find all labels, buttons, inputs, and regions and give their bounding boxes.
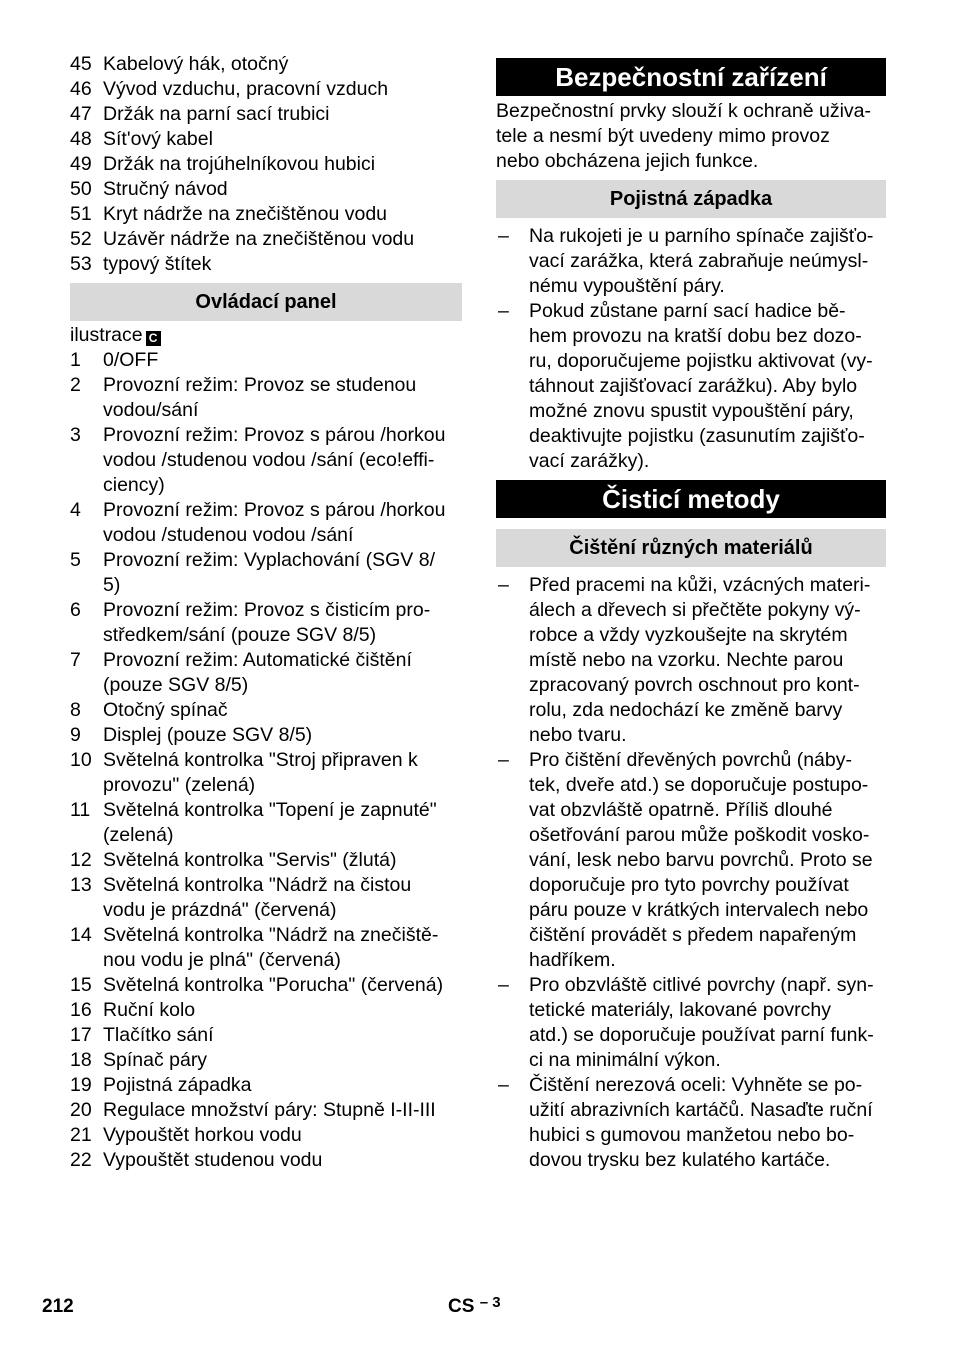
item-text-line: Kabelový hák, otočný bbox=[103, 53, 289, 75]
materials-list bbox=[496, 573, 886, 1173]
list-item bbox=[70, 973, 462, 998]
item-text bbox=[103, 648, 462, 698]
list-item bbox=[70, 373, 462, 423]
bullet-item bbox=[496, 573, 886, 748]
left-column bbox=[70, 52, 462, 1173]
item-number: 1 bbox=[70, 349, 81, 371]
item-text bbox=[103, 798, 462, 848]
section-page: – 3 bbox=[479, 1294, 501, 1311]
paragraph-line: tele a nesmí být uvedeny mimo provoz bbox=[496, 125, 830, 147]
item-text-line: (pouze SGV 8/5) bbox=[103, 674, 249, 696]
item-text-line: 0/OFF bbox=[103, 349, 159, 371]
bullet-text-line: dovou trysku bez kulatého kartáče. bbox=[529, 1149, 831, 1171]
item-text-line: Světelná kontrolka "Nádrž na čistou bbox=[103, 874, 412, 896]
item-number: 9 bbox=[70, 724, 81, 746]
list-item bbox=[70, 252, 462, 277]
item-number: 18 bbox=[70, 1049, 92, 1071]
bullet-text-line: Pro čištění dřevěných povrchů (náby- bbox=[529, 749, 852, 771]
bullet-text-line: vací zarážka, která zabraňuje neúmysl- bbox=[529, 250, 869, 272]
item-number: 47 bbox=[70, 103, 92, 125]
item-text-line: Spínač páry bbox=[103, 1049, 208, 1071]
bullet-dash: – bbox=[498, 974, 509, 996]
item-text-line: Provozní režim: Provoz s čisticím pro- bbox=[103, 599, 431, 621]
bullet-item bbox=[496, 973, 886, 1073]
illustration-label: ilustrace bbox=[70, 324, 143, 346]
bullet-text-line: Před pracemi na kůži, vzácných materi- bbox=[529, 574, 871, 596]
list-item bbox=[70, 423, 462, 498]
item-text-line: typový štítek bbox=[103, 253, 212, 275]
bullet-text bbox=[529, 748, 886, 973]
list-item bbox=[70, 923, 462, 973]
page-language-marker bbox=[448, 1296, 501, 1318]
list-item bbox=[70, 1098, 462, 1123]
item-text-line: vodou /studenou vodou /sání bbox=[103, 524, 354, 546]
bullet-text-line: Čištění nerezová oceli: Vyhněte se po- bbox=[529, 1074, 863, 1096]
item-number: 48 bbox=[70, 128, 92, 150]
item-number: 3 bbox=[70, 424, 81, 446]
language-code: CS bbox=[448, 1296, 475, 1317]
bullet-text-line: tek, dveře atd.) se doporučuje postupo- bbox=[529, 774, 869, 796]
item-number: 46 bbox=[70, 78, 92, 100]
item-number: 13 bbox=[70, 874, 92, 896]
cleaning-methods-heading: Čisticí metody bbox=[496, 480, 886, 518]
item-text bbox=[103, 52, 462, 77]
bullet-dash: – bbox=[498, 225, 509, 247]
item-number: 12 bbox=[70, 849, 92, 871]
list-item bbox=[70, 723, 462, 748]
item-number: 51 bbox=[70, 203, 92, 225]
item-text-line: vodou /studenou vodou /sání (eco!effi- bbox=[103, 449, 435, 471]
item-text-line: vodu je prázdná" (červená) bbox=[103, 899, 337, 921]
bullet-text bbox=[529, 299, 886, 474]
item-text-line: Regulace množství páry: Stupně I-II-III bbox=[103, 1099, 436, 1121]
illustration-reference bbox=[70, 323, 462, 348]
item-text-line: Sít'ový kabel bbox=[103, 128, 213, 150]
item-number: 20 bbox=[70, 1099, 92, 1121]
bullet-dash: – bbox=[498, 1074, 509, 1096]
item-number: 50 bbox=[70, 178, 92, 200]
item-number: 2 bbox=[70, 374, 81, 396]
item-number: 14 bbox=[70, 924, 92, 946]
item-text-line: Pojistná západka bbox=[103, 1074, 252, 1096]
item-text-line: vodou/sání bbox=[103, 399, 199, 421]
list-item bbox=[70, 548, 462, 598]
list-item bbox=[70, 498, 462, 548]
bullet-text-line: rolu, zda nedochází ke změně barvy bbox=[529, 699, 843, 721]
bullet-text-line: ošetřování parou může poškodit vosko- bbox=[529, 824, 870, 846]
item-text-line: Provozní režim: Provoz se studenou bbox=[103, 374, 417, 396]
item-text-line: provozu" (zelená) bbox=[103, 774, 256, 796]
item-number: 53 bbox=[70, 253, 92, 275]
item-text bbox=[103, 923, 462, 973]
item-number: 19 bbox=[70, 1074, 92, 1096]
bullet-text-line: ci na minimální výkon. bbox=[529, 1049, 721, 1071]
list-item bbox=[70, 648, 462, 698]
bullet-text bbox=[529, 973, 886, 1073]
item-number: 45 bbox=[70, 53, 92, 75]
bullet-dash: – bbox=[498, 574, 509, 596]
item-number: 5 bbox=[70, 549, 81, 571]
bullet-text-line: vání, lesk nebo barvu povrchů. Proto se bbox=[529, 849, 873, 871]
list-item bbox=[70, 1073, 462, 1098]
bullet-text-line: robce a vždy vyzkoušejte na skrytém bbox=[529, 624, 848, 646]
bullet-text-line: tetické materiály, lakované povrchy bbox=[529, 999, 832, 1021]
paragraph-line: Bezpečnostní prvky slouží k ochraně uživa- bbox=[496, 100, 872, 122]
item-text-line: Světelná kontrolka "Stroj připraven k bbox=[103, 749, 418, 771]
bullet-item bbox=[496, 299, 886, 474]
item-text-line: Otočný spínač bbox=[103, 699, 228, 721]
item-text-line: Provozní režim: Provoz s párou /horkou bbox=[103, 499, 446, 521]
list-item bbox=[70, 77, 462, 102]
item-text-line: ciency) bbox=[103, 474, 165, 496]
list-item bbox=[70, 1123, 462, 1148]
item-text bbox=[103, 348, 462, 373]
list-item bbox=[70, 748, 462, 798]
item-text bbox=[103, 373, 462, 423]
item-text-line: Světelná kontrolka "Porucha" (červená) bbox=[103, 974, 444, 996]
bullet-text-line: hadříkem. bbox=[529, 949, 616, 971]
item-text-line: Stručný návod bbox=[103, 178, 228, 200]
list-item bbox=[70, 698, 462, 723]
bullet-text bbox=[529, 573, 886, 748]
item-text-line: Displej (pouze SGV 8/5) bbox=[103, 724, 313, 746]
bullet-text-line: zpracovaný povrch oschnout pro kont- bbox=[529, 674, 860, 696]
bullet-text bbox=[529, 224, 886, 299]
list-item bbox=[70, 152, 462, 177]
item-text bbox=[103, 152, 462, 177]
item-text-line: (zelená) bbox=[103, 824, 174, 846]
bullet-text-line: táhnout zajišťovací zarážku). Aby bylo bbox=[529, 375, 858, 397]
item-number: 6 bbox=[70, 599, 81, 621]
item-text bbox=[103, 848, 462, 873]
list-item bbox=[70, 177, 462, 202]
bullet-text-line: atd.) se doporučuje používat parní funk- bbox=[529, 1024, 874, 1046]
list-item bbox=[70, 1023, 462, 1048]
bullet-item bbox=[496, 224, 886, 299]
item-number: 21 bbox=[70, 1124, 92, 1146]
materials-heading: Čištění různých materiálů bbox=[496, 529, 886, 567]
item-text bbox=[103, 227, 462, 252]
item-text bbox=[103, 498, 462, 548]
item-text bbox=[103, 127, 462, 152]
item-text-line: Ruční kolo bbox=[103, 999, 196, 1021]
item-text-line: středkem/sání (pouze SGV 8/5) bbox=[103, 624, 377, 646]
item-number: 49 bbox=[70, 153, 92, 175]
item-text-line: Vypouštět horkou vodu bbox=[103, 1124, 302, 1146]
item-text-line: Uzávěr nádrže na znečištěnou vodu bbox=[103, 228, 415, 250]
list-item bbox=[70, 348, 462, 373]
item-number: 22 bbox=[70, 1149, 92, 1171]
paragraph-line: nebo obcházena jejich funkce. bbox=[496, 150, 759, 172]
item-text bbox=[103, 748, 462, 798]
list-item bbox=[70, 1148, 462, 1173]
item-text-line: Vypouštět studenou vodu bbox=[103, 1149, 323, 1171]
list-item bbox=[70, 873, 462, 923]
item-text bbox=[103, 873, 462, 923]
bullet-text-line: místě nebo na vzorku. Nechte parou bbox=[529, 649, 844, 671]
item-text-line: nou vodu je plná" (červená) bbox=[103, 949, 341, 971]
item-text bbox=[103, 723, 462, 748]
control-panel-heading: Ovládací panel bbox=[70, 283, 462, 321]
safety-devices-heading: Bezpečnostní zařízení bbox=[496, 58, 886, 96]
right-column bbox=[496, 52, 886, 1173]
item-text bbox=[103, 973, 462, 998]
item-number: 15 bbox=[70, 974, 92, 996]
bullet-text-line: Pokud zůstane parní sací hadice bě- bbox=[529, 300, 846, 322]
item-text-line: Provozní režim: Provoz s párou /horkou bbox=[103, 424, 446, 446]
item-text bbox=[103, 252, 462, 277]
item-text bbox=[103, 1148, 462, 1173]
item-text bbox=[103, 1098, 462, 1123]
bullet-text-line: deaktivujte pojistku (zasunutím zajišťo- bbox=[529, 425, 865, 447]
item-text-line: Tlačítko sání bbox=[103, 1024, 214, 1046]
item-text bbox=[103, 1048, 462, 1073]
item-text bbox=[103, 177, 462, 202]
item-text bbox=[103, 423, 462, 498]
item-text-line: Držák na parní sací trubici bbox=[103, 103, 330, 125]
list-item bbox=[70, 848, 462, 873]
bullet-text-line: vat obzvláště opatrně. Příliš dlouhé bbox=[529, 799, 833, 821]
item-number: 52 bbox=[70, 228, 92, 250]
bullet-text-line: álech a dřevech si přečtěte pokyny vý- bbox=[529, 599, 861, 621]
bullet-text-line: ru, doporučujeme pojistku aktivovat (vy- bbox=[529, 350, 873, 372]
bullet-dash: – bbox=[498, 300, 509, 322]
item-text bbox=[103, 698, 462, 723]
bullet-text-line: čištění provádět s předem napařeným bbox=[529, 924, 857, 946]
bullet-text-line: páru pouze v krátkých intervalech nebo bbox=[529, 899, 869, 921]
item-text bbox=[103, 1073, 462, 1098]
safety-latch-heading: Pojistná západka bbox=[496, 180, 886, 218]
bullet-text-line: nebo tvaru. bbox=[529, 724, 627, 746]
page-number: 212 bbox=[42, 1296, 74, 1317]
bullet-item bbox=[496, 748, 886, 973]
bullet-item bbox=[496, 1073, 886, 1173]
item-text-line: Provozní režim: Vyplachování (SGV 8/ bbox=[103, 549, 435, 571]
parts-list bbox=[70, 52, 462, 277]
item-text-line: Kryt nádrže na znečištěnou vodu bbox=[103, 203, 388, 225]
bullet-text-line: možné znovu spustit vypouštění páry, bbox=[529, 400, 854, 422]
item-text-line: Vývod vzduchu, pracovní vzduch bbox=[103, 78, 389, 100]
item-number: 8 bbox=[70, 699, 81, 721]
bullet-text-line: hubici s gumovou manžetou nebo bo- bbox=[529, 1124, 855, 1146]
bullet-text-line: doporučuje pro tyto povrchy používat bbox=[529, 874, 849, 896]
bullet-text-line: hem provozu na kratší dobu bez dozo- bbox=[529, 325, 862, 347]
list-item bbox=[70, 1048, 462, 1073]
bullet-text-line: Pro obzvláště citlivé povrchy (např. syn- bbox=[529, 974, 874, 996]
control-panel-list bbox=[70, 348, 462, 1173]
list-item bbox=[70, 202, 462, 227]
item-text-line: Provozní režim: Automatické čištění bbox=[103, 649, 412, 671]
item-text-line: Světelná kontrolka "Servis" (žlutá) bbox=[103, 849, 397, 871]
bullet-text bbox=[529, 1073, 886, 1173]
item-number: 17 bbox=[70, 1024, 92, 1046]
list-item bbox=[70, 227, 462, 252]
list-item bbox=[70, 598, 462, 648]
item-number: 16 bbox=[70, 999, 92, 1021]
bullet-text-line: Na rukojeti je u parního spínače zajišťo- bbox=[529, 225, 874, 247]
item-text-line: Světelná kontrolka "Topení je zapnuté" bbox=[103, 799, 437, 821]
item-number: 10 bbox=[70, 749, 92, 771]
safety-latch-list bbox=[496, 224, 886, 474]
list-item bbox=[70, 127, 462, 152]
item-number: 7 bbox=[70, 649, 81, 671]
bullet-dash: – bbox=[498, 749, 509, 771]
item-text bbox=[103, 1023, 462, 1048]
bullet-text-line: nému vypouštění páry. bbox=[529, 275, 725, 297]
item-text bbox=[103, 1123, 462, 1148]
item-text-line: 5) bbox=[103, 574, 121, 596]
list-item bbox=[70, 998, 462, 1023]
item-text-line: Světelná kontrolka "Nádrž na znečiště- bbox=[103, 924, 439, 946]
illustration-box: C bbox=[146, 331, 161, 346]
list-item bbox=[70, 52, 462, 77]
bullet-text-line: užití abrazivních kartáčů. Nasaďte ruční bbox=[529, 1099, 873, 1121]
item-text bbox=[103, 998, 462, 1023]
bullet-text-line: vací zarážky). bbox=[529, 450, 650, 472]
item-text bbox=[103, 202, 462, 227]
item-text bbox=[103, 598, 462, 648]
item-text bbox=[103, 102, 462, 127]
item-text bbox=[103, 77, 462, 102]
item-number: 11 bbox=[70, 799, 91, 821]
item-text bbox=[103, 548, 462, 598]
item-text-line: Držák na trojúhelníkovou hubici bbox=[103, 153, 376, 175]
list-item bbox=[70, 102, 462, 127]
item-number: 4 bbox=[70, 499, 81, 521]
safety-intro-paragraph bbox=[496, 99, 886, 174]
list-item bbox=[70, 798, 462, 848]
